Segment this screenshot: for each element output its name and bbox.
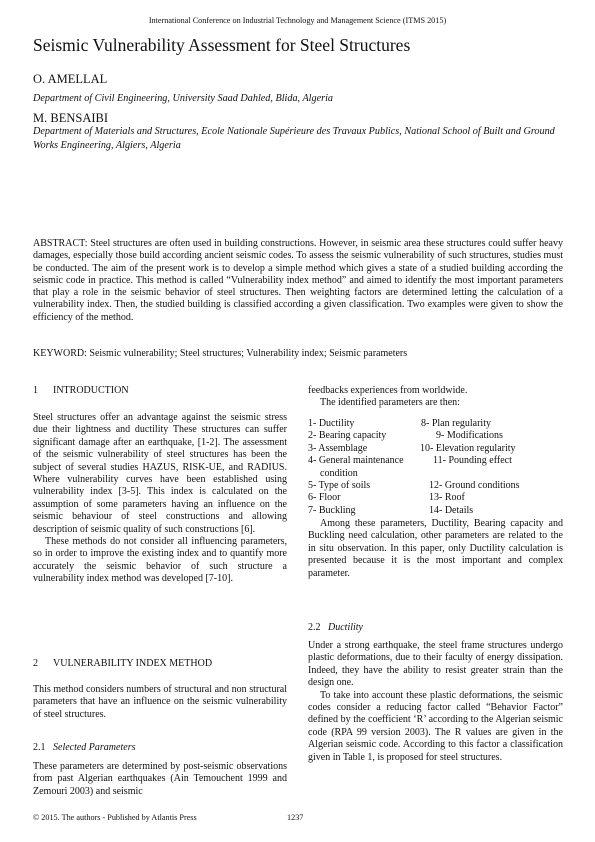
paragraph: Among these parameters, Ductility, Bearing capacity and Buckling need calculation, other parameters are related to the in situ observation. In this paper, only Ductility calculation is presented because it is the most important and complex parameter. (308, 518, 563, 579)
subsection-heading-selected-parameters (33, 742, 287, 753)
section-title: INTRODUCTION (53, 385, 129, 396)
author-affiliation: Department of Civil Engineering, University Saad Dahled, Blida, Algeria (33, 93, 334, 104)
section-heading-introduction (33, 385, 287, 396)
page-number: 1237 (287, 813, 304, 822)
paragraph: feedbacks experiences from worldwide. (308, 385, 468, 396)
list-item: 11- Pounding effect (433, 455, 512, 467)
list-item: 3- Assemblage (308, 442, 368, 454)
list-item: 12- Ground conditions (429, 479, 520, 491)
list-item: 14- Details (429, 504, 474, 516)
list-item: 2- Bearing capacity (308, 430, 387, 442)
paragraph: Steel structures offer an advantage against the seismic stress due their lightness and ductility These structures can suffer significant damage after an earthquake, [1-2]. The assessment of the seismic vulnerability of steel structures has been the subject of several studies HAZUS, RISK-UE, and RADIUS. Where vulnerability curves have been established using vulnerability index [3-5]. This index is calculated on the assumption of some parameters having an influence on the seismic behaviour of steel constructions and allowing description of seismic quality of such constructions [6]. (33, 412, 287, 535)
list-item: 13- Roof (429, 492, 465, 504)
section-number: 2 (33, 658, 38, 669)
author-affiliation: Department of Materials and Structures, Ecole Nationale Supérieure des Travaux Publics, National School of Built and Ground Works Engineering, Algiers, Algeria (33, 126, 555, 151)
paragraph: This method considers numbers of structural and non structural parameters that have an influence on the seismic vulnerability of steel structures. (33, 684, 287, 720)
list-item: 7- Buckling (308, 504, 356, 516)
paragraph: The identified parameters are then: (320, 397, 460, 409)
subsection-title: Ductility (328, 622, 363, 633)
paragraph: These parameters are determined by post-seismic observations from past Algerian earthquakes (Ain Temouchent 1999 and Zemouri 2003) and seismic (33, 761, 287, 797)
list-item: 1- Ductility (308, 418, 355, 429)
section-number: 1 (33, 385, 38, 396)
copyright-footer: © 2015. The authors - Published by Atlantis Press (33, 813, 197, 822)
list-item: 10- Elevation regularity (420, 442, 516, 454)
ductility-body (308, 640, 563, 764)
list-item: 8- Plan regularity (421, 418, 491, 429)
list-item: 9- Modifications (436, 430, 503, 442)
author-name: O. AMELLAL (33, 72, 108, 86)
abstract: ABSTRACT: Steel structures are often used in building constructions. However, in seismic area these structures could suffer heavy damages, especially those build according ancient seismic codes. To assess the seismic vulnerability of such structures, studies must be conducted. The aim of the present work is to develop a simple method which gives a state of a studied building according the seismic code in practice. This method is called “Vulnerability index method” and aimed to identify the most important parameters that play a role in the seismic behavior of steel structures. Then weighting factors are determined letting the calculation of a vulnerability index. Then, the studied building is classified according a given classification. Two examples were given to show the efficiency of the method. (33, 238, 563, 323)
right-column-top (308, 385, 563, 410)
paragraph (308, 518, 563, 580)
introduction-body (33, 412, 287, 586)
section-title: VULNERABILITY INDEX METHOD (53, 658, 213, 669)
subsection-heading-ductility (308, 622, 563, 633)
subsection-title: Selected Parameters (53, 742, 136, 753)
conference-header: International Conference on Industrial Technology and Management Science (ITMS 2015) (148, 16, 447, 25)
section-number: 2.1 (33, 742, 46, 753)
list-item: condition (320, 467, 358, 479)
parameter-list (308, 418, 563, 517)
list-item: 6- Floor (308, 492, 341, 504)
author-name: M. BENSAIBI (33, 111, 109, 125)
section-number: 2.2 (308, 622, 321, 633)
paragraph: Under a strong earthquake, the steel frame structures undergo plastic deformations, due to their faculty of energy dissipation. Indeed, they have the ability to resist greater strain than the design one. (308, 640, 563, 689)
paper-title: Seismic Vulnerability Assessment for Steel Structures (33, 35, 411, 55)
section-heading-vulnerability-index (33, 658, 287, 669)
paragraph: These methods do not consider all influencing parameters, so in order to improve the existing index and to quantify more accurately the seismic behavior of such structure a vulnerability index method was developed [7-10]. (33, 536, 287, 585)
list-item: 5- Type of soils (308, 479, 371, 491)
list-item: 4- General maintenance (308, 455, 404, 467)
keywords: KEYWORD: Seismic vulnerability; Steel structures; Vulnerability index; Seismic parameters (33, 348, 408, 359)
paragraph: To take into account these plastic deformations, the seismic codes consider a reducing factor called “Behavior Factor” defined by the coefficient ‘R’ according to the Algerian seismic code (RPA 99 version 2003). The R values are given in the Algerian seismic code. According to this factor a classification given in Table 1, is proposed for steel structures. (308, 689, 563, 763)
